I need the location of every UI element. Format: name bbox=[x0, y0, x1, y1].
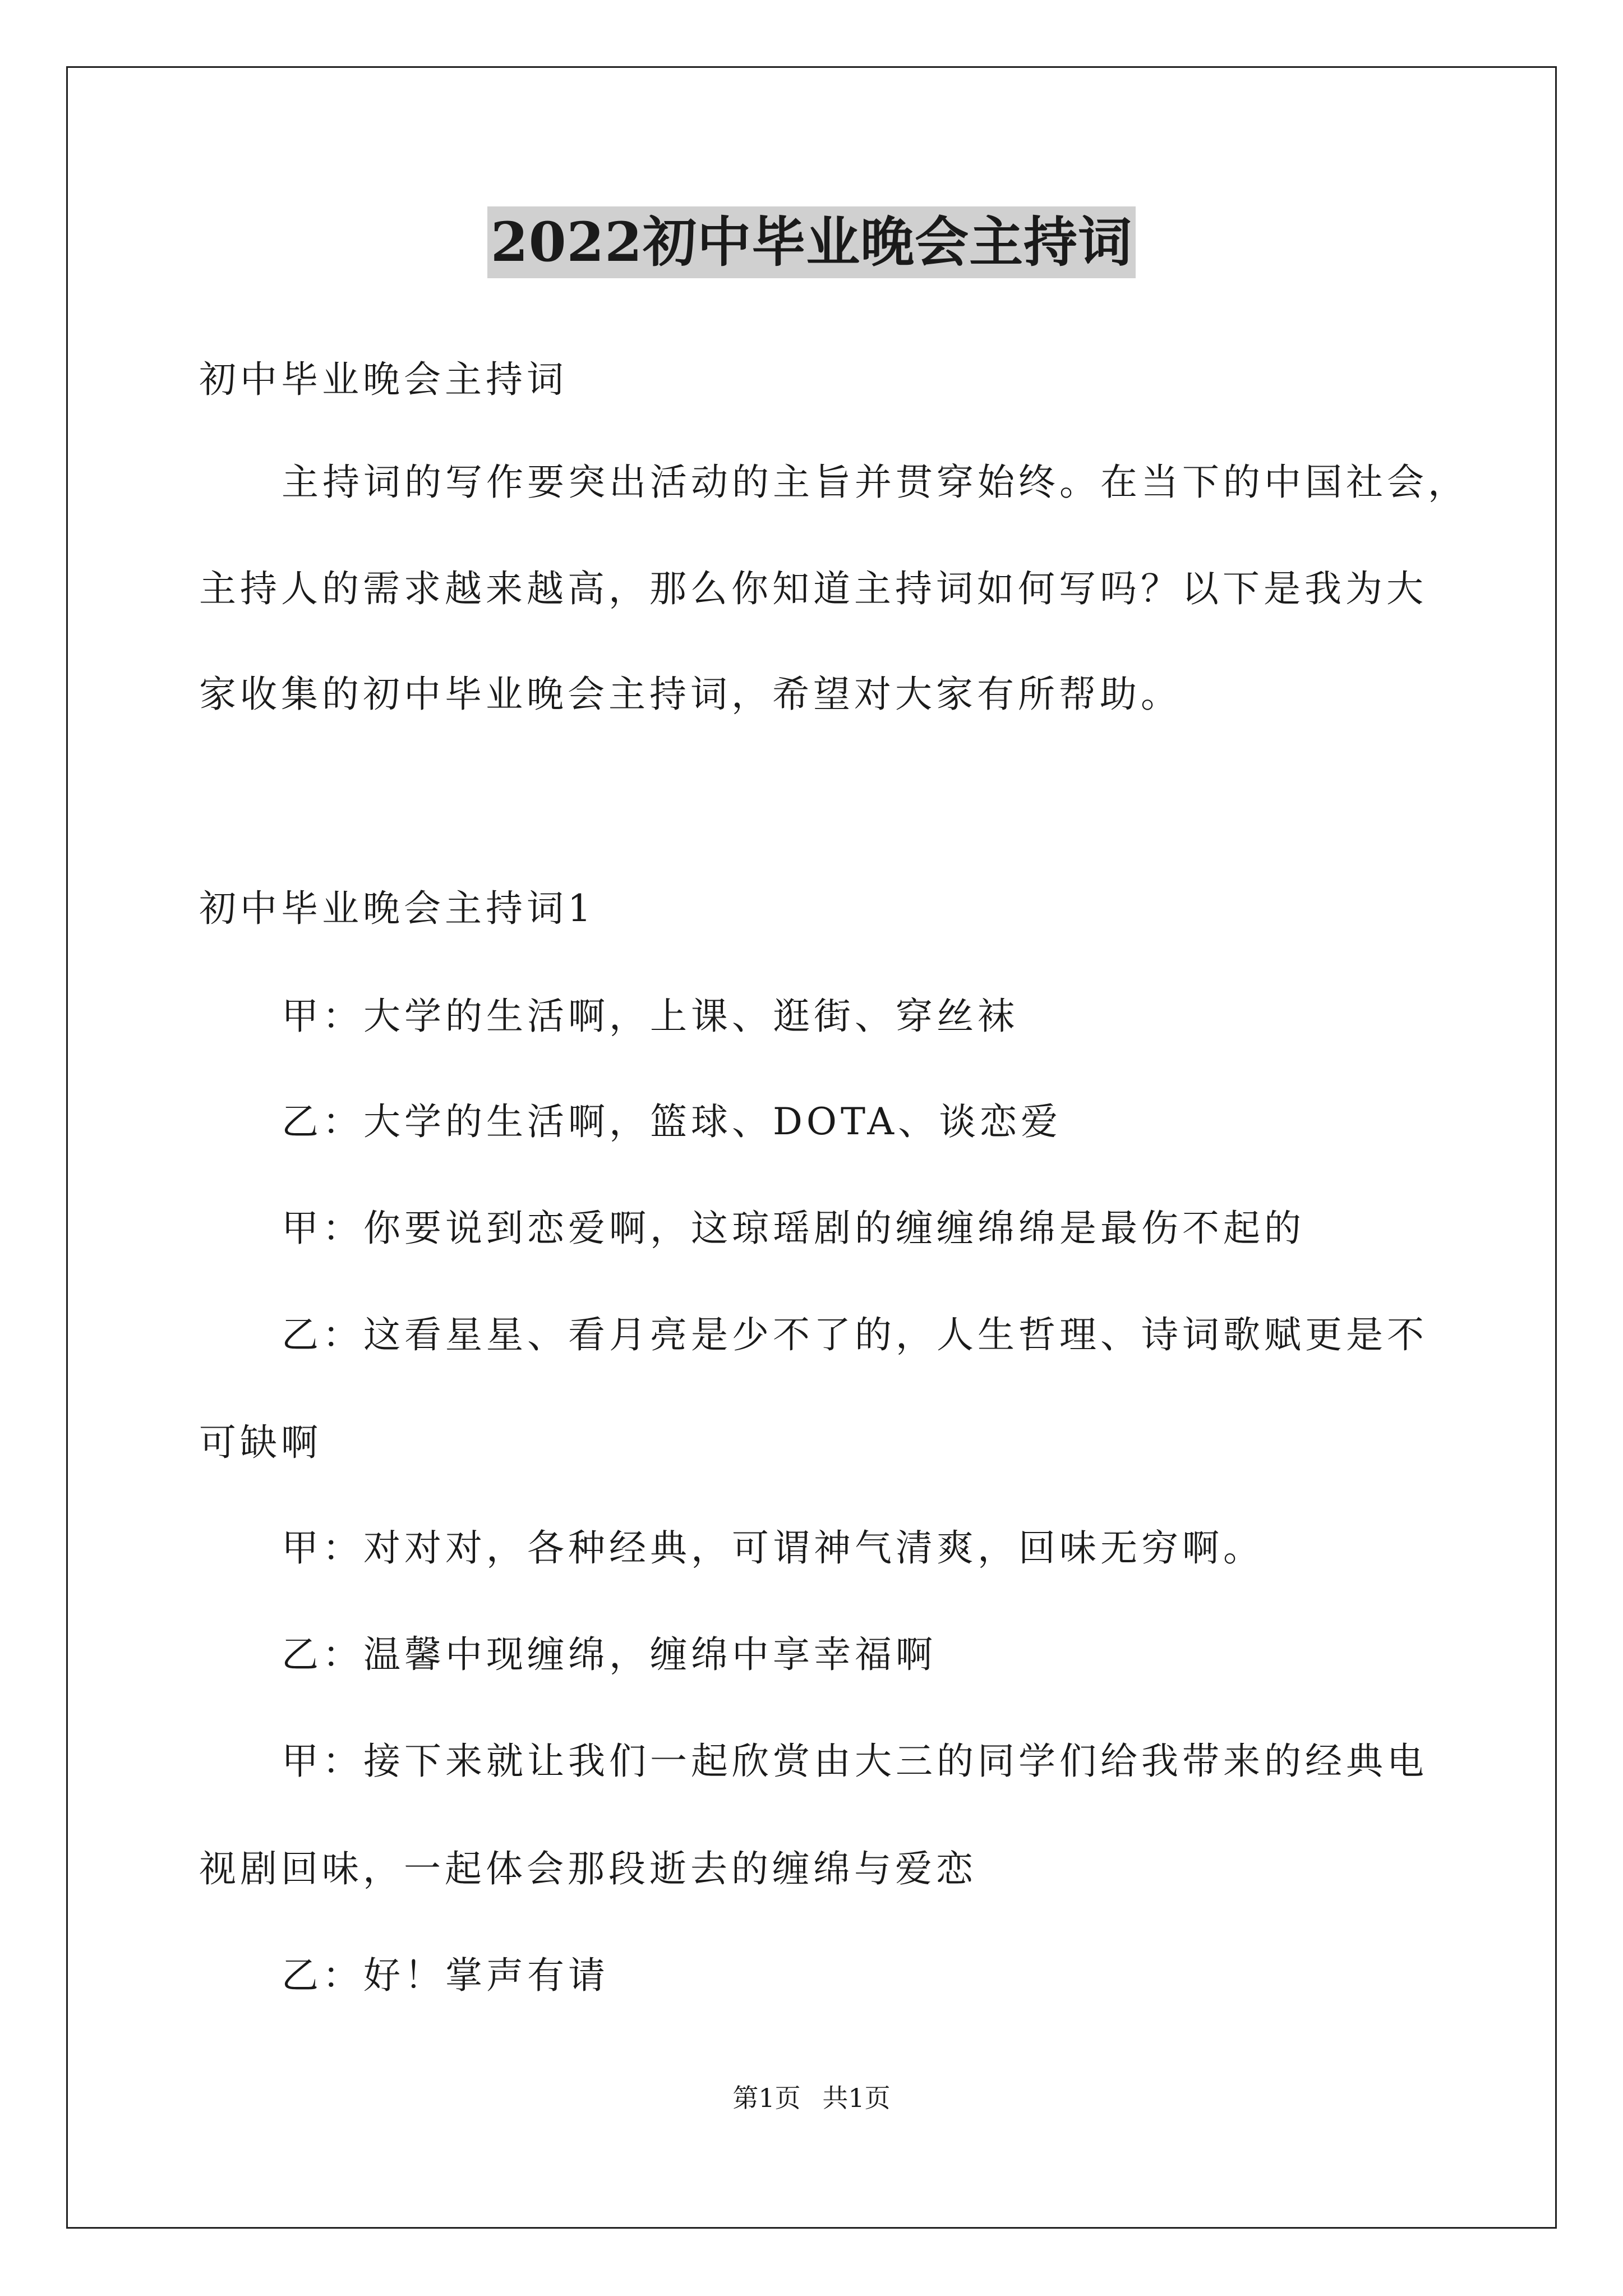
script-line: 乙：温馨中现缠绵，缠绵中享幸福啊 bbox=[282, 1633, 937, 1676]
script-line: 甲：接下来就让我们一起欣赏由大三的同学们给我带来的经典电 bbox=[282, 1740, 1428, 1783]
intro-line-3: 家收集的初中毕业晚会主持词，希望对大家有所帮助。 bbox=[199, 673, 1182, 716]
script-line: 甲：你要说到恋爱啊，这琼瑶剧的缠缠绵绵是最伤不起的 bbox=[282, 1207, 1305, 1250]
intro-line-1: 主持词的写作要突出活动的主旨并贯穿始终。在当下的中国社会， bbox=[282, 461, 1469, 504]
page-number: 第1页 bbox=[732, 2083, 801, 2113]
script-line: 乙：大学的生活啊，篮球、DOTA、谈恋爱 bbox=[282, 1100, 1062, 1143]
script-line: 甲：对对对，各种经典，可谓神气清爽，回味无穷啊。 bbox=[282, 1526, 1264, 1570]
script-line-continued: 可缺啊 bbox=[199, 1421, 322, 1464]
document-title: 2022初中毕业晚会主持词 bbox=[487, 206, 1136, 278]
page-total: 共1页 bbox=[822, 2083, 891, 2113]
subtitle: 初中毕业晚会主持词 bbox=[199, 358, 568, 401]
section-heading: 初中毕业晚会主持词1 bbox=[199, 887, 595, 930]
script-line: 乙：这看星星、看月亮是少不了的，人生哲理、诗词歌赋更是不 bbox=[282, 1313, 1428, 1356]
script-line-continued: 视剧回味，一起体会那段逝去的缠绵与爱恋 bbox=[199, 1847, 977, 1890]
intro-line-2: 主持人的需求越来越高，那么你知道主持词如何写吗？以下是我为大 bbox=[199, 567, 1427, 610]
page-footer bbox=[0, 2081, 1623, 2115]
script-line: 乙：好！掌声有请 bbox=[282, 1954, 609, 1997]
script-line: 甲：大学的生活啊，上课、逛街、穿丝袜 bbox=[282, 995, 1018, 1038]
title-container bbox=[0, 206, 1623, 278]
